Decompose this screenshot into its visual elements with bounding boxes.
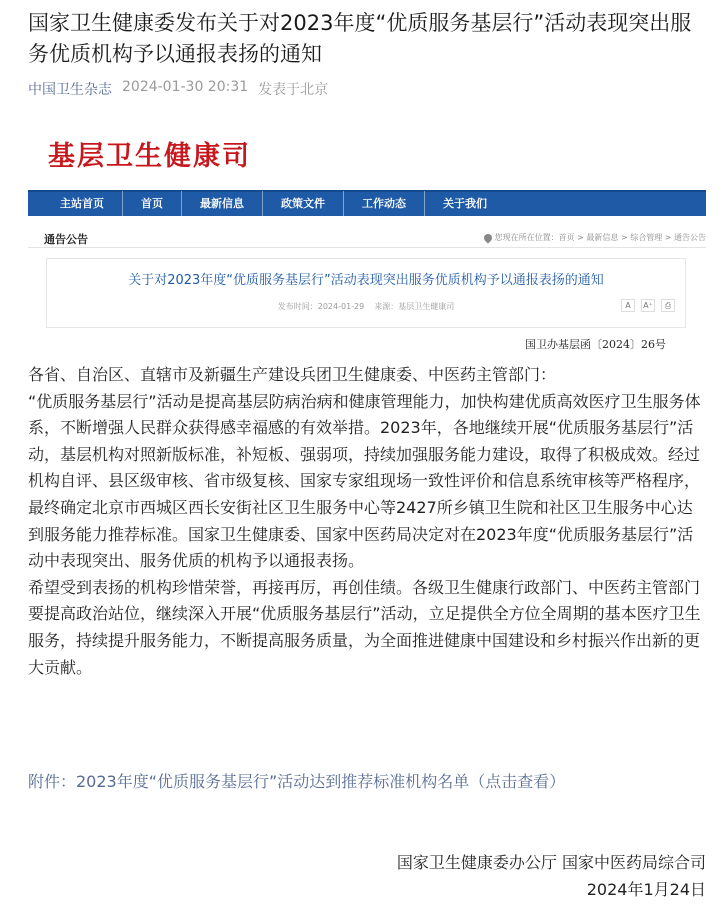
nav-item-work: 工作动态 xyxy=(344,191,425,217)
article-title: 国家卫生健康委发布关于对2023年度“优质服务基层行”活动表现突出服务优质机构予以通报表扬的通知 xyxy=(28,11,692,66)
notice-title: 关于对2023年度“优质服务基层行”活动表现突出服务优质机构予以通报表扬的通知 xyxy=(128,273,604,288)
nav-item-main-home: 主站首页 xyxy=(28,191,123,217)
notice-source: 来源：基层卫生健康司 xyxy=(374,302,455,311)
breadcrumb xyxy=(484,232,706,243)
notice-tools xyxy=(621,299,675,312)
body-paragraph: 各省、自治区、直辖市及新疆生产建设兵团卫生健康委、中医药主管部门： xyxy=(28,365,557,384)
article-meta xyxy=(28,79,328,99)
article-location: 发表于北京 xyxy=(258,82,329,98)
location-pin-icon xyxy=(482,232,493,243)
site-logo: 基层卫生健康司 xyxy=(48,141,251,172)
notice-date: 发布时间：2024-01-29 xyxy=(277,302,365,311)
signature-date: 2024年1月24日 xyxy=(586,880,706,899)
notice-box xyxy=(46,258,686,328)
attachment-link[interactable]: 附件：2023年度“优质服务基层行”活动达到推荐标准机构名单（点击查看） xyxy=(28,772,566,791)
embedded-screenshot xyxy=(28,118,706,364)
article-body xyxy=(28,362,708,681)
nav-item-policy: 政策文件 xyxy=(263,191,344,217)
nav-item-home: 首页 xyxy=(123,191,182,217)
article-datetime: 2024-01-30 20:31 xyxy=(122,79,249,95)
body-paragraph: 希望受到表扬的机构珍惜荣誉，再接再厉，再创佳绩。各级卫生健康行政部门、中医药主管部门要提高政治站位，继续深入开展“优质服务基层行”活动，立足提供全方位全周期的基本医疗卫生服务，持续提升服务能力，不断提高服务质量，为全面推进健康中国建设和乡村振兴作出新的更大贡献。 xyxy=(28,577,701,677)
notice-meta xyxy=(47,301,685,312)
nav-item-latest: 最新信息 xyxy=(182,191,263,217)
section-name: 通告公告 xyxy=(44,233,88,246)
section-bar xyxy=(28,222,706,248)
font-size-icon: A xyxy=(621,299,635,312)
print-icon: ⎙ xyxy=(661,299,675,312)
document-number: 国卫办基层函〔2024〕26号 xyxy=(525,338,666,351)
article-source-link[interactable]: 中国卫生杂志 xyxy=(28,82,112,98)
nav-item-about: 关于我们 xyxy=(443,197,487,210)
site-nav-bar xyxy=(28,190,706,216)
body-paragraph: “优质服务基层行”活动是提高基层防病治病和健康管理能力，加快构建优质高效医疗卫生服务体系，不断增强人民群众获得感幸福感的有效举措。2023年，各地继续开展“优质服务基层行”活动，基层机构对照新版标准，补短板、强弱项，持续加强服务能力建设，取得了积极成效。经过机构自评、县区级审核、省市级复核、国家专家组现场一致性评价和信息系统审核等严格程序，最终确定北京市西城区西长安街社区卫生服务中心等2427所乡镇卫生院和社区卫生服务中心达到服务能力推荐标准。国家卫生健康委、国家中医药局决定对在2023年度“优质服务基层行”活动中表现突出、服务优质的机构予以通报表扬。 xyxy=(28,391,701,571)
font-larger-icon: A⁺ xyxy=(641,299,655,312)
breadcrumb-text: 您现在所在位置：首页 > 最新信息 > 综合管理 > 通告公告 xyxy=(494,233,706,242)
signature-department: 国家卫生健康委办公厅 国家中医药局综合司 xyxy=(396,853,706,872)
